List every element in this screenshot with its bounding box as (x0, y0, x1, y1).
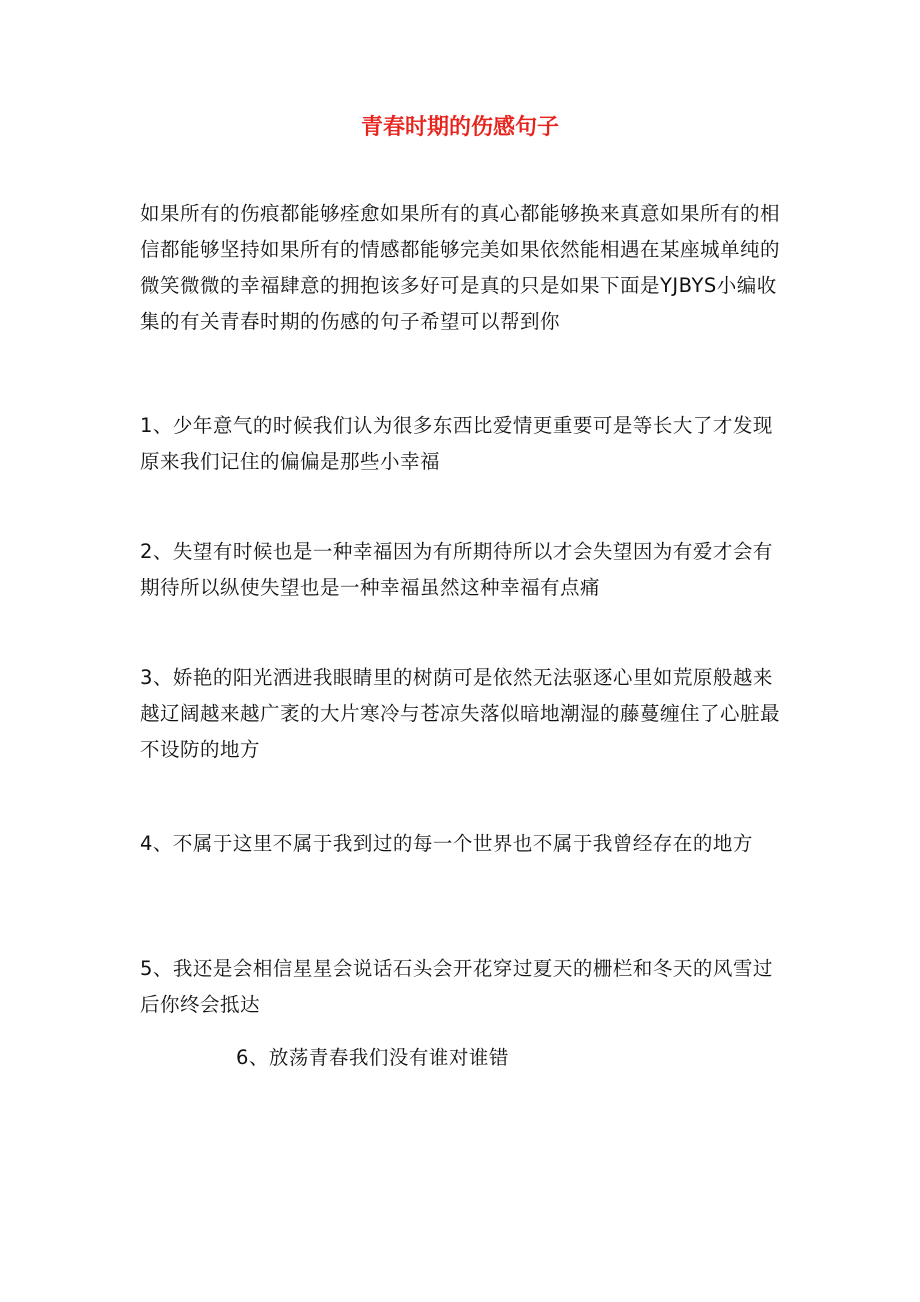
sentence-item-3: 3、娇艳的阳光洒进我眼睛里的树荫可是依然无法驱逐心里如荒原般越来越辽阔越来越广袤的大片寒冷与苍凉失落似暗地潮湿的藤蔓缠住了心脏最不设防的地方 (140, 666, 781, 761)
sentence-item-2: 2、失望有时候也是一种幸福因为有所期待所以才会失望因为有爱才会有期待所以纵使失望也是一种幸福虽然这种幸福有点痛 (140, 540, 773, 599)
sentence-item-1: 1、少年意气的时候我们认为很多东西比爱情更重要可是等长大了才发现原来我们记住的偏偏是那些小幸福 (140, 414, 773, 473)
document-title: 青春时期的伤感句子 (360, 115, 559, 140)
sentence-item-4: 4、不属于这里不属于我到过的每一个世界也不属于我曾经存在的地方 (140, 832, 753, 855)
intro-paragraph: 如果所有的伤痕都能够痊愈如果所有的真心都能够换来真意如果所有的相信都能够坚持如果所有的情感都能够完美如果依然能相遇在某座城单纯的微笑微微的幸福肆意的拥抱该多好可是真的只是如果下面是YJBYS小编收集的有关青春时期的伤感的句子希望可以帮到你 (140, 202, 781, 333)
sentence-item-5: 5、我还是会相信星星会说话石头会开花穿过夏天的栅栏和冬天的风雪过后你终会抵达 (140, 957, 773, 1016)
sentence-item-6: 6、放荡青春我们没有谁对谁错 (236, 1046, 509, 1069)
